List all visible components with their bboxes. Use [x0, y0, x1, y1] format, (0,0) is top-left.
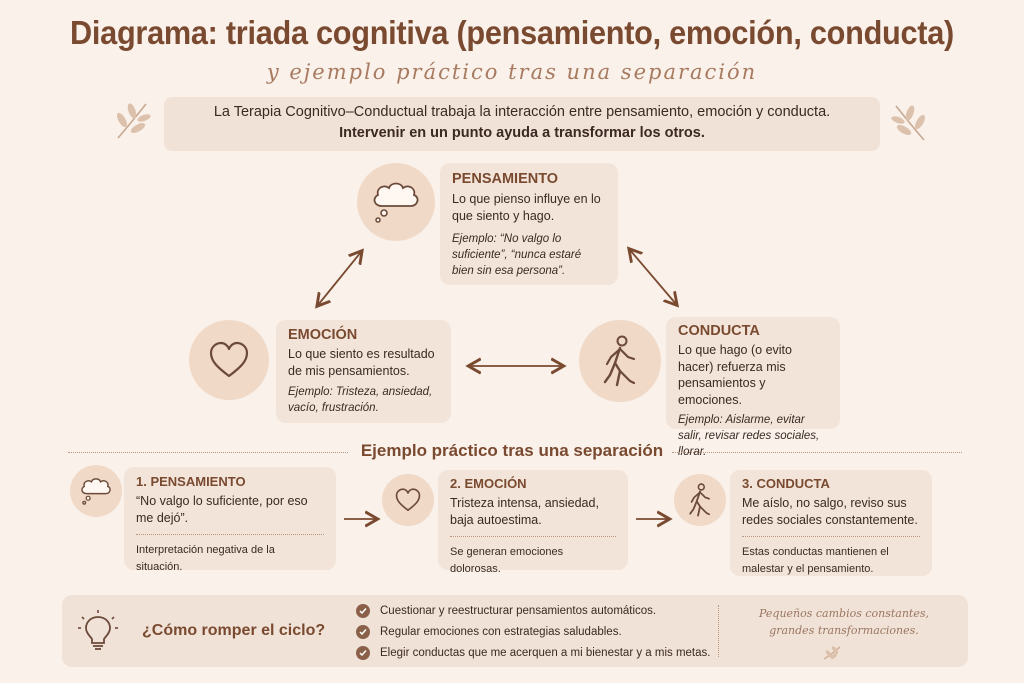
step-1-title: 1. PENSAMIENTO: [136, 474, 246, 489]
quote-line-1: Pequeños cambios constantes,: [758, 607, 930, 620]
emocion-title: EMOCIÓN: [288, 327, 358, 343]
pensamiento-example: Ejemplo: “No valgo lo suficiente”, “nunca estaré bien sin esa persona”.: [452, 233, 582, 277]
arrow-pensamiento-conducta: [630, 250, 676, 304]
quote: [726, 605, 962, 639]
step-2-text: Tristeza intensa, ansiedad, baja autoestima.: [450, 496, 599, 527]
step-1-separator: [136, 534, 324, 535]
step-2-note: Se generan emociones dolorosas.: [450, 546, 564, 575]
break-cycle-item: [356, 642, 716, 663]
step-3-text: Me aíslo, no salgo, reviso sus redes sociales constantemente.: [742, 496, 918, 527]
break-cycle-title: ¿Cómo romper el ciclo?: [142, 622, 326, 639]
quote-divider: [718, 605, 719, 657]
step-3-separator: [742, 536, 920, 537]
step-3-note: Estas conductas mantienen el malestar y el pensamiento.: [742, 546, 889, 575]
break-cycle-list: [356, 600, 716, 663]
step-2-separator: [450, 536, 616, 537]
emocion-example: Ejemplo: Tristeza, ansiedad, vacío, frustración.: [288, 386, 433, 414]
step-3-title: 3. CONDUCTA: [742, 476, 830, 491]
step-2-icon-circle: [382, 474, 434, 526]
step-1-text: “No valgo lo suficiente, por eso me dejó”.: [136, 494, 308, 525]
check-icon: [356, 625, 370, 639]
step-3-icon-circle: [674, 474, 726, 526]
example-section-title: Ejemplo práctico tras una separación: [360, 441, 664, 460]
break-cycle-item: [356, 621, 716, 642]
conducta-example: Ejemplo: Aislarme, evitar salir, revisar redes sociales, llorar.: [678, 414, 820, 458]
lightbulb-icon: [76, 609, 120, 653]
thought-bubble-icon: [77, 474, 115, 508]
step-1-card: [124, 467, 336, 573]
step-1-note: Interpretación negativa de la situación.: [136, 544, 275, 573]
small-leaf-icon: [822, 645, 842, 661]
pensamiento-title: PENSAMIENTO: [452, 171, 559, 187]
walking-person-icon: [687, 483, 713, 517]
break-cycle-item-text: Cuestionar y reestructurar pensamientos automáticos.: [380, 604, 657, 617]
quote-line-2: grandes transformaciones.: [769, 624, 919, 637]
conducta-title: CONDUCTA: [678, 323, 760, 339]
conducta-text: Lo que hago (o evito hacer) refuerza mis pensamientos y emociones.: [678, 343, 792, 407]
check-icon: [356, 604, 370, 618]
intro-line-1: La Terapia Cognitivo–Conductual trabaja la interacción entre pensamiento, emoción y conducta.: [213, 104, 831, 120]
break-cycle-box: [62, 595, 968, 667]
check-icon: [356, 646, 370, 660]
step-2-card: [438, 470, 628, 575]
page-title: Diagrama: triada cognitiva (pensamiento, emoción, conducta): [70, 14, 954, 51]
break-cycle-item-text: Regular emociones con estrategias saludables.: [380, 625, 622, 638]
heart-icon: [394, 487, 422, 513]
step-1-icon-circle: [70, 465, 122, 517]
emocion-text: Lo que siento es resultado de mis pensamientos.: [288, 347, 435, 378]
arrow-pensamiento-emocion: [318, 252, 361, 305]
break-cycle-item-text: Elegir conductas que me acerquen a mi bienestar y a mis metas.: [380, 646, 711, 659]
step-2-title: 2. EMOCIÓN: [450, 476, 527, 491]
step-3-card: [730, 470, 932, 576]
break-cycle-item: [356, 600, 716, 621]
intro-line-2: Intervenir en un punto ayuda a transformar los otros.: [339, 125, 705, 141]
pensamiento-text: Lo que pienso influye en lo que siento y hago.: [452, 192, 601, 223]
page-subtitle: y ejemplo práctico tras una separación: [266, 60, 758, 84]
